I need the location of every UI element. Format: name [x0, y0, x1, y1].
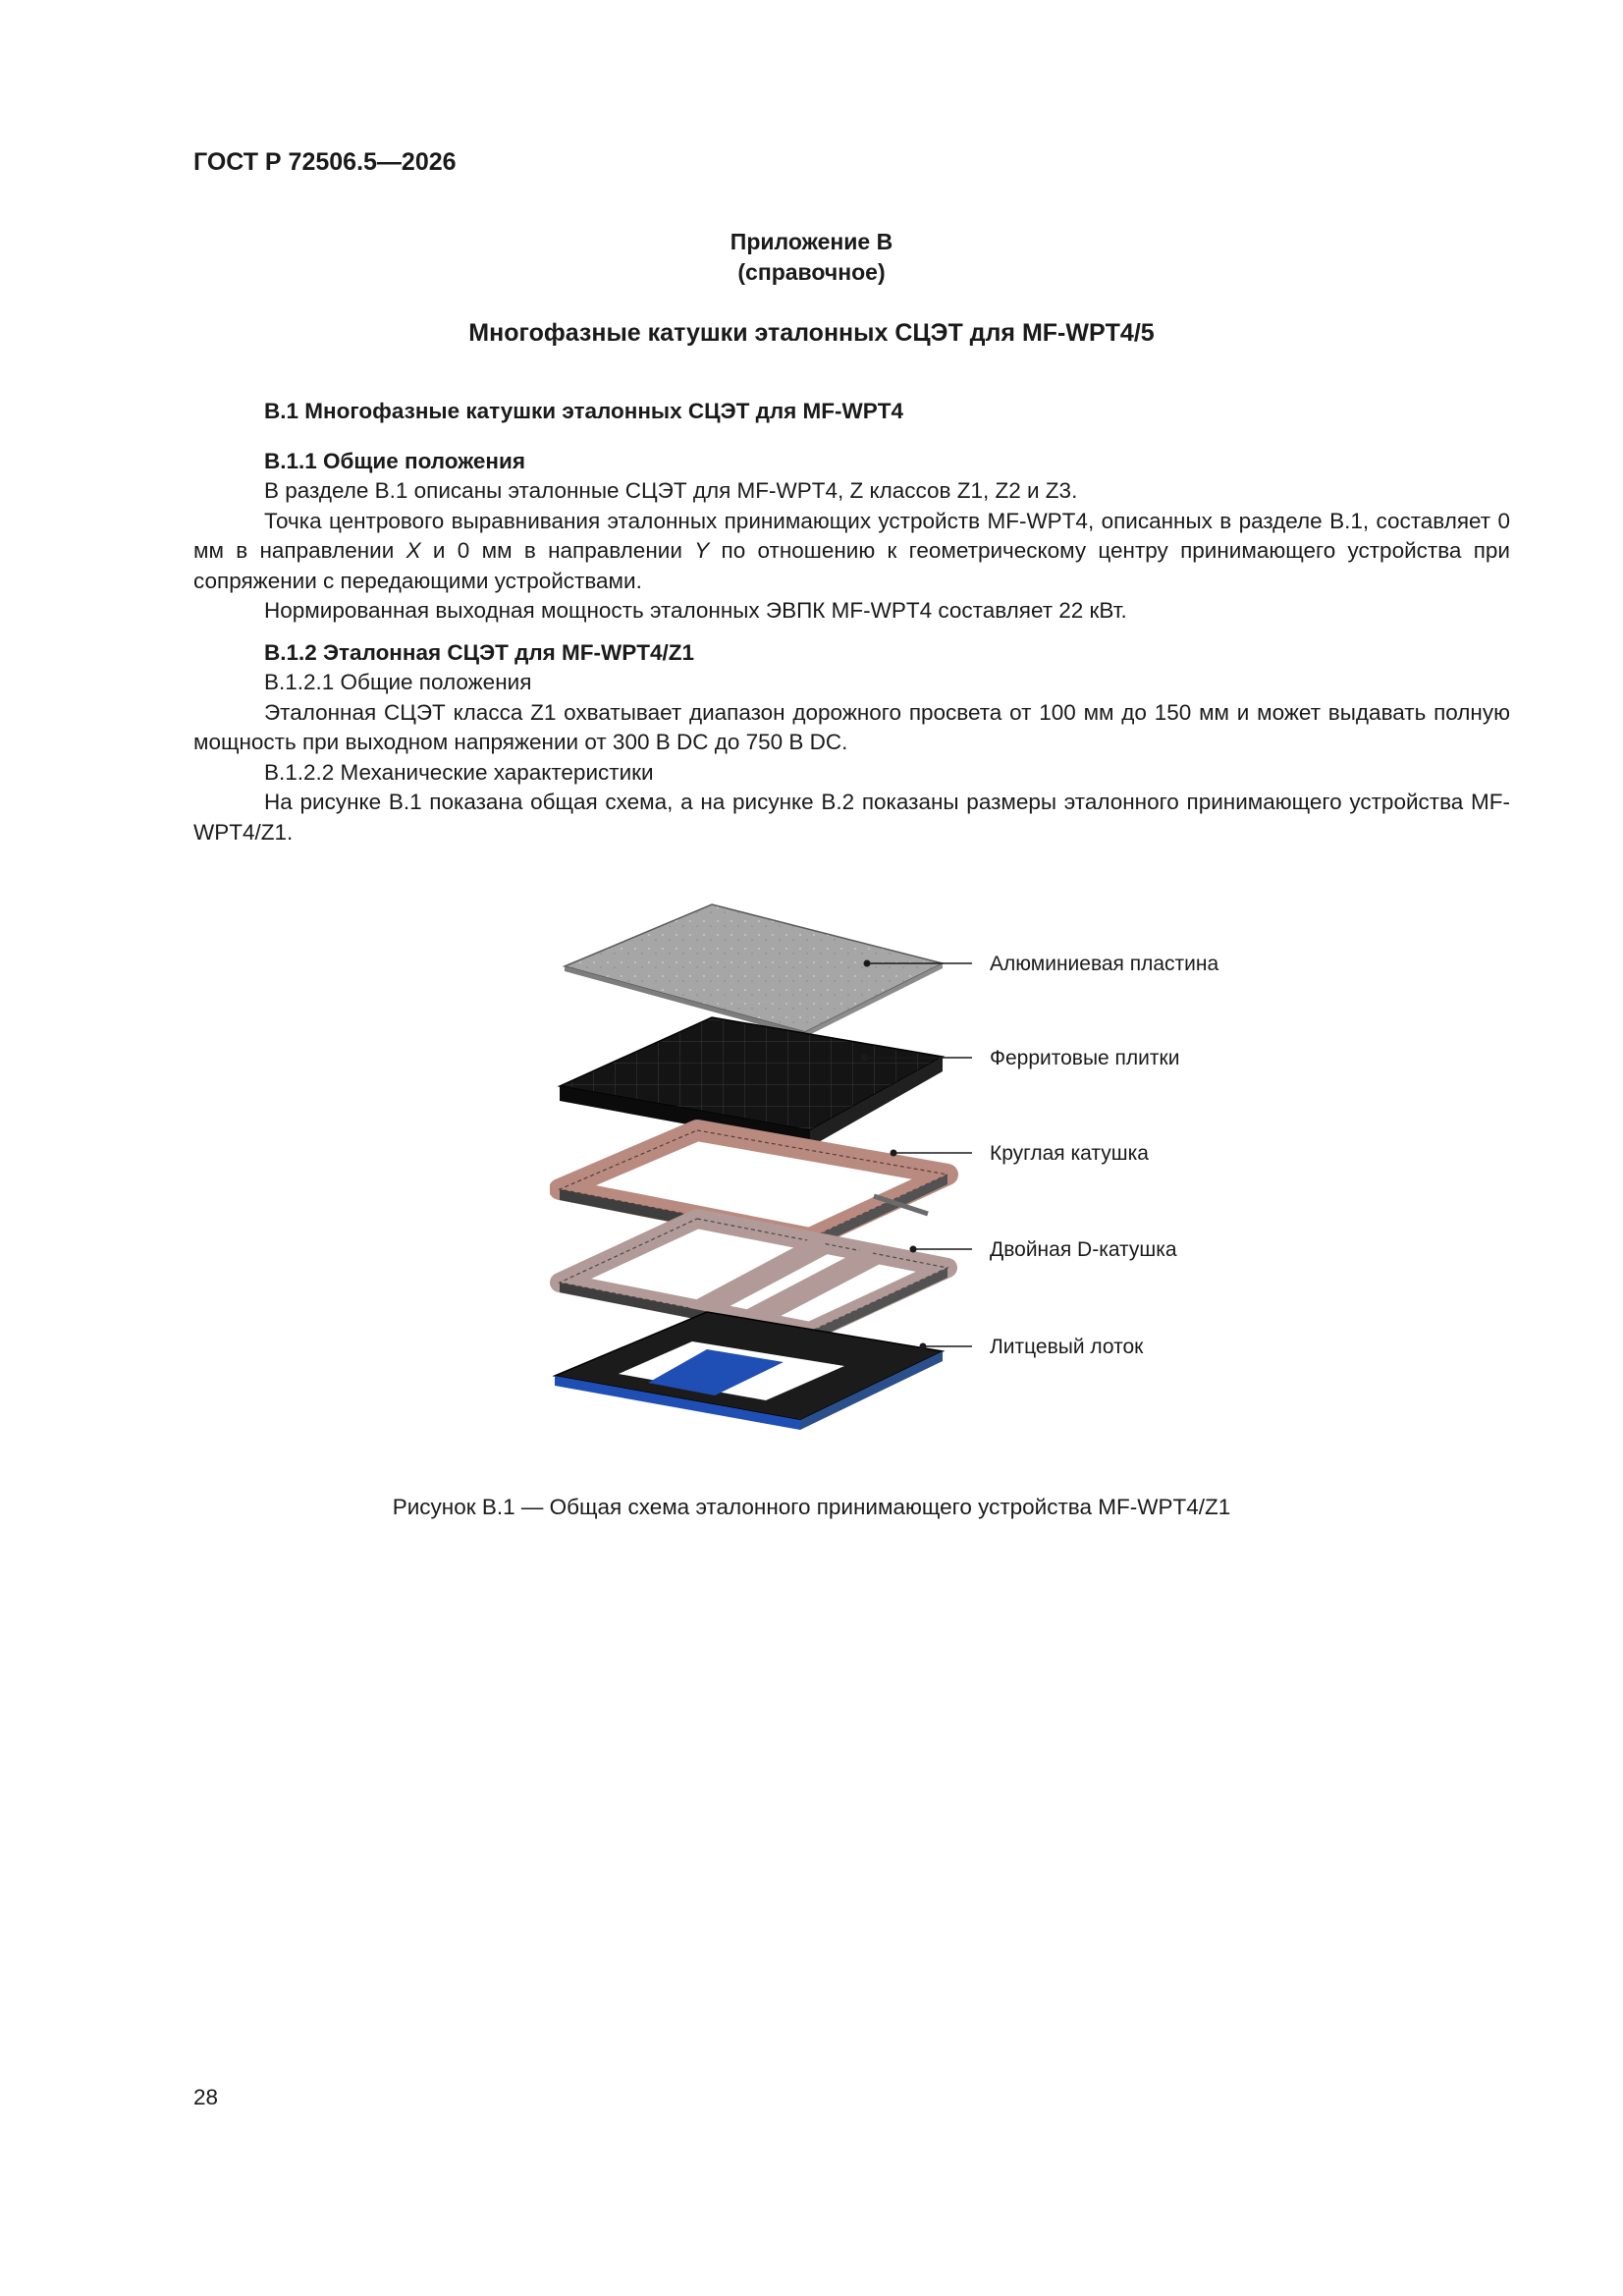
annex-kind: (справочное) — [737, 259, 886, 285]
section-b12-heading: В.1.2 Эталонная СЦЭТ для MF-WPT4/Z1 — [264, 639, 695, 665]
section-b11-heading: В.1.1 Общие положения — [264, 448, 525, 473]
section-b121-title: В.1.2.1 Общие положения — [264, 670, 532, 694]
main-title: Многофазные катушки эталонных СЦЭТ для MF-WPT4/5 — [468, 319, 1155, 347]
section-b1-heading: В.1 Многофазные катушки эталонных СЦЭТ для MF-WPT4 — [264, 399, 904, 423]
label-aluminum-plate: Алюминиевая пластина — [990, 953, 1219, 975]
section-b121-paragraph: Эталонная СЦЭТ класса Z1 охватывает диапазон дорожного просвета от 100 мм до 150 мм и может выдавать полную мощность при выходном напряжении от 300 В DC до 750 В DC. — [193, 699, 1510, 754]
section-b122-paragraph: На рисунке В.1 показана общая схема, а на рисунке В.2 показаны размеры эталонного принимающего устройства MF-WPT4/Z1. — [193, 790, 1510, 845]
section-b11-paragraph-3: Нормированная выходная мощность эталонных ЭВПК MF-WPT4 составляет 22 кВт. — [264, 598, 1127, 623]
page-number: 28 — [193, 2085, 219, 2109]
annex-heading — [0, 227, 1623, 288]
exploded-coil-diagram — [550, 890, 1296, 1454]
figure-caption: Рисунок В.1 — Общая схема эталонного принимающего устройства MF-WPT4/Z1 — [392, 1495, 1231, 1519]
section-b11-paragraph-2: Точка центрового выравнивания эталонных принимающих устройств MF-WPT4, описанных в разделе В.1, составляет 0 мм в направлении X и 0 мм в направлении Y по отношению к геометрическому центру принимающего устройства при сопряжении с передающими устройствами. — [193, 508, 1510, 593]
label-ferrite-tiles: Ферритовые плитки — [990, 1047, 1180, 1069]
ferrite-tiles — [560, 1017, 943, 1147]
label-double-d-coil: Двойная D-катушка — [990, 1238, 1177, 1261]
section-b122-title: В.1.2.2 Механические характеристики — [264, 759, 654, 785]
section-b11-paragraph-1: В разделе В.1 описаны эталонные СЦЭТ для MF-WPT4, Z классов Z1, Z2 и Z3. — [264, 478, 1078, 503]
aluminum-plate — [565, 904, 943, 1037]
annex-title: Приложение В — [730, 229, 893, 254]
litz-tray — [555, 1312, 943, 1430]
figure-b1 — [550, 890, 1296, 1454]
label-litz-tray: Литцевый лоток — [990, 1336, 1144, 1358]
label-circular-coil: Круглая катушка — [990, 1142, 1149, 1165]
body-text — [193, 397, 1510, 847]
document-code: ГОСТ Р 72506.5—2026 — [193, 148, 457, 176]
